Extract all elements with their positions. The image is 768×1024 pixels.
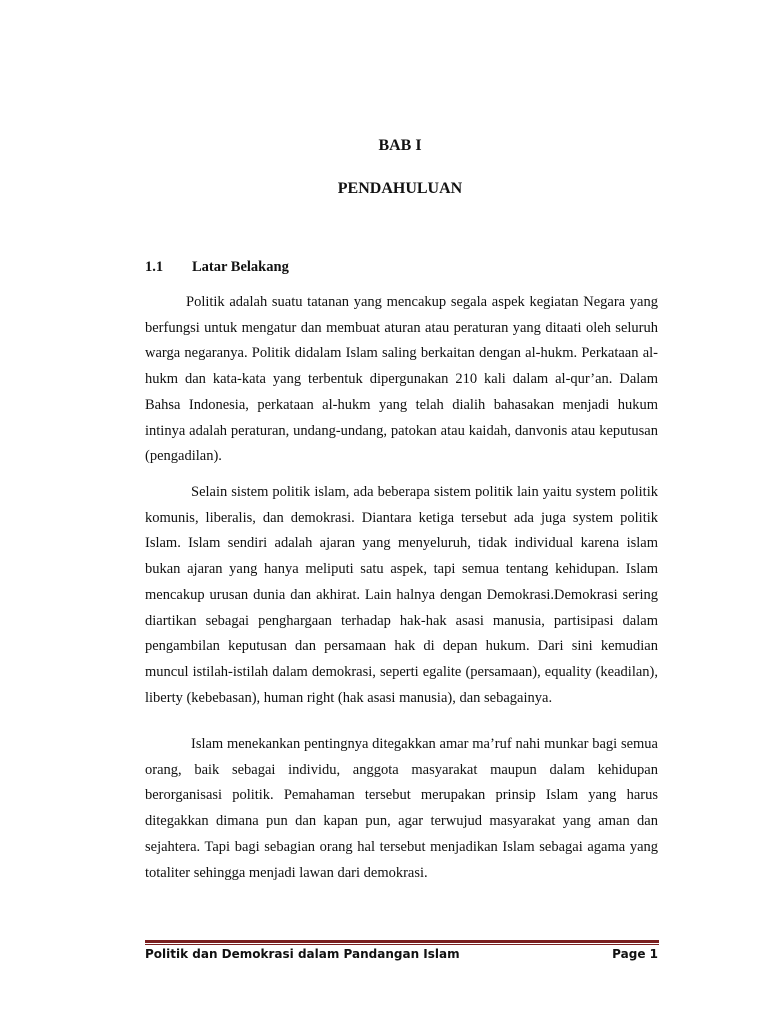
chapter-number: BAB I xyxy=(378,137,422,154)
chapter-title: PENDAHULUAN xyxy=(337,180,463,197)
paragraph-2: Selain sistem politik islam, ada beberapa sistem politik lain yaitu system politik komunis, liberalis, dan demokrasi. Diantara ketiga tersebut ada juga system politik Islam. Islam sendiri adalah ajaran yang menyeluruh, tidak individual karena islam bukan ajaran yang hanya meliputi satu aspek, tapi semua tentang kehidupan. Islam mencakup urusan dunia dan akhirat. Lain halnya dengan Demokrasi.Demokrasi sering diartikan sebagai penghargaan terhadap hak-hak asasi manusia, partisipasi dalam pengambilan keputusan dan persamaan hak di depan hukum. Dari sini kemudian muncul istilah-istilah dalam demokrasi, seperti egalite (persamaan), equality (keadilan), liberty (kebebasan), human right (hak asasi manusia), dan sebagainya. xyxy=(145,484,658,706)
paragraph-1: Politik adalah suatu tatanan yang mencakup segala aspek kegiatan Negara yang berfungsi untuk mengatur dan membuat aturan atau peraturan yang ditaati oleh seluruh warga negaranya. Politik didalam Islam saling berkaitan dengan al-hukm. Perkataan al-hukm dan kata-kata yang terbentuk dipergunakan 210 kali dalam al-qur’an. Dalam Bahsa Indonesia, perkataan al-hukm yang telah dialih bahasakan menjadi hukum intinya adalah peraturan, undang-undang, patokan atau kaidah, danvonis atau keputusan (pengadilan). xyxy=(145,294,658,465)
section-title: Latar Belakang xyxy=(192,259,289,275)
footer-divider xyxy=(145,940,659,943)
section-heading xyxy=(145,259,289,276)
page-number: Page 1 xyxy=(612,947,658,961)
section-number: 1.1 xyxy=(145,259,164,275)
footer-divider-thin xyxy=(145,944,659,945)
paragraph-3: Islam menekankan pentingnya ditegakkan amar ma’ruf nahi munkar bagi semua orang, baik sebagai individu, anggota masyarakat maupun dalam kehidupan berorganisasi politik. Pemahaman tersebut merupakan prinsip Islam yang harus ditegakkan dimana pun dan kapan pun, agar terwujud masyarakat yang aman dan sejahtera. Tapi bagi sebagian orang hal tersebut menjadikan Islam sebagai agama yang totaliter sehingga menjadi lawan dari demokrasi. xyxy=(145,736,658,881)
footer-title: Politik dan Demokrasi dalam Pandangan Islam xyxy=(145,947,460,961)
